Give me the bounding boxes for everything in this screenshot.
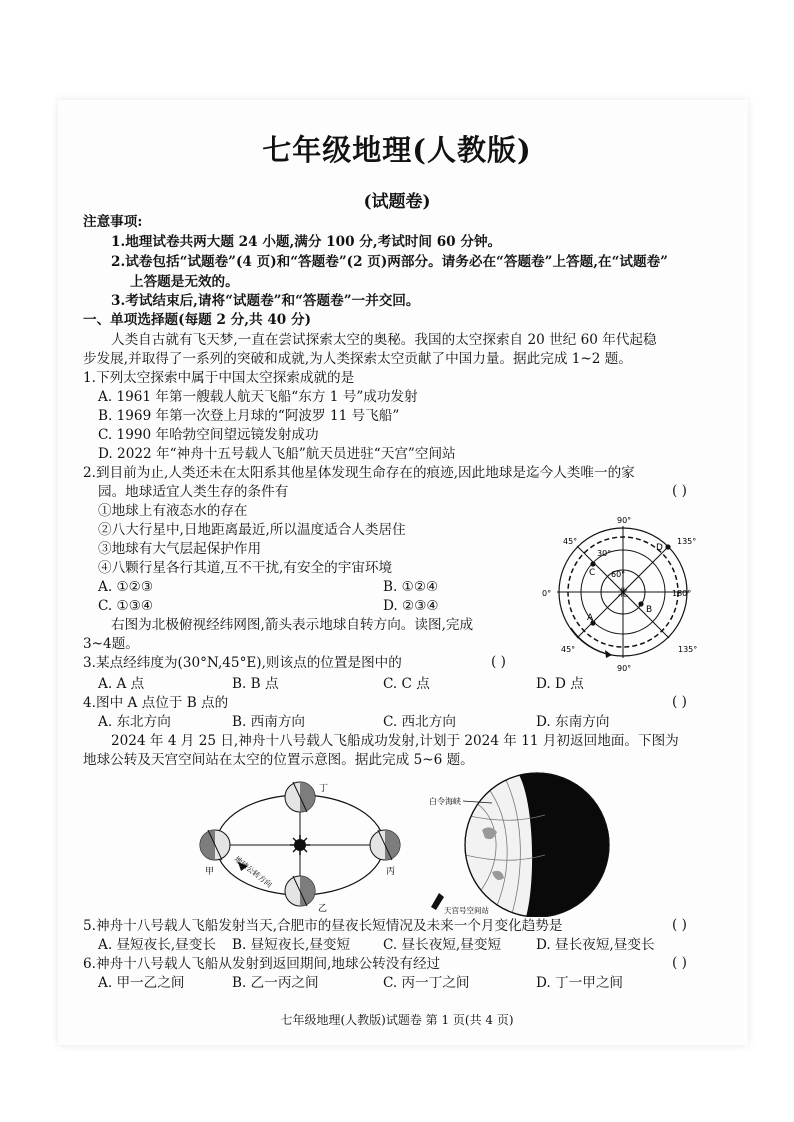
q2-statement-2: ②八大行星中,日地距离最近,所以温度适合人类居住 (98, 522, 406, 538)
label-point-b: B (646, 605, 653, 615)
label-point-a: A (587, 613, 594, 623)
point-d-marker (665, 544, 670, 549)
q2-answer-paren: ( ) (672, 483, 687, 499)
sun-icon (290, 835, 310, 855)
label-135-right: 135° (677, 537, 697, 546)
label-ding: 丁 (319, 784, 329, 794)
q4-answer-paren: ( ) (672, 694, 687, 710)
shenzhou-intro-1: 2024 年 4 月 25 日,神舟十八号载人飞船成功发射,计划于 2024 年 11 月初返回地面。下图为 (111, 733, 679, 749)
label-point-c: C (589, 568, 596, 578)
earth-orbit-figure (190, 770, 410, 915)
page-title: 七年级地理(人教版) (262, 133, 532, 167)
q5-answer-paren: ( ) (672, 917, 687, 933)
label-90-top: 90° (617, 516, 632, 525)
label-bering-strait: 白令海峡 (429, 797, 461, 806)
q1-option-a: A. 1961 年第一艘载人航天飞船“东方 1 号”成功发射 (98, 389, 418, 405)
q3-option-b: B. B 点 (232, 676, 279, 692)
q6-option-a: A. 甲一乙之间 (98, 975, 185, 991)
label-bing: 丙 (386, 867, 396, 877)
q6-option-c: C. 丙一丁之间 (383, 975, 470, 991)
q4-option-d: D. 东南方向 (536, 714, 610, 730)
q3-option-a: A. A 点 (98, 676, 145, 692)
q2-option-a: A. ①②③ (98, 579, 154, 595)
label-lat-30: 30° (597, 549, 612, 558)
notice-item-3: 3.考试结束后,请将“试题卷”和“答题卷”一并交回。 (111, 293, 420, 309)
label-180: 180° (672, 589, 692, 598)
q6-option-d: D. 丁一甲之间 (536, 975, 624, 991)
q5-option-c: C. 昼长夜短,昼变短 (383, 937, 502, 953)
q3-answer-paren: ( ) (491, 654, 506, 670)
polar-map (530, 512, 700, 676)
page-footer: 七年级地理(人教版)试题卷 第 1 页(共 4 页) (280, 1013, 514, 1027)
q2-statement-1: ①地球上有液态水的存在 (98, 503, 248, 519)
label-0: 0° (542, 589, 552, 598)
q3-option-d: D. D 点 (536, 676, 584, 692)
earth-jia-icon (200, 830, 230, 860)
label-45-left: 45° (563, 537, 578, 546)
label-45-bottom: 45° (561, 645, 576, 654)
page-subtitle: (试题卷) (363, 192, 431, 212)
q4-option-c: C. 西北方向 (383, 714, 456, 730)
q3-stem: 3.某点经纬度为(30°N,45°E),则该点的位置是图中的 (83, 655, 402, 671)
q5-option-a: A. 昼短夜长,昼变长 (98, 937, 216, 953)
space-station-icon (431, 893, 444, 910)
q2-statement-3: ③地球有大气层起保护作用 (98, 541, 262, 557)
label-jia: 甲 (205, 867, 215, 877)
q1-option-d: D. 2022 年“神舟十五号载人飞船”航天员进驻“天宫”空间站 (98, 446, 456, 462)
notice-item-1: 1.地理试卷共两大题 24 小题,满分 100 分,考试时间 60 分钟。 (111, 234, 502, 250)
intro-line-1: 人类自古就有飞天梦,一直在尝试探索太空的奥秘。我国的太空探索自 20 世纪 60 年代起稳 (111, 332, 657, 348)
label-yi: 乙 (318, 904, 328, 914)
q2-option-c: C. ①③④ (98, 598, 154, 614)
q6-option-b: B. 乙一丙之间 (232, 975, 319, 991)
label-north: 北 (618, 588, 628, 599)
q5-option-b: B. 昼短夜长,昼变短 (232, 937, 351, 953)
earth-ding-icon (285, 782, 315, 812)
label-lat-60: 60° (611, 570, 626, 579)
section-heading: 一、单项选择题(每题 2 分,共 40 分) (83, 312, 312, 328)
q2-option-b: B. ①②④ (383, 579, 439, 595)
shenzhou-intro-2: 地球公转及天宫空间站在太空的位置示意图。据此完成 5~6 题。 (83, 752, 474, 768)
intro-line-2: 步发展,并取得了一系列的突破和成就,为人类探索太空贡献了中国力量。据此完成 1~2 题。 (83, 351, 632, 367)
map-intro-line-1: 右图为北极俯视经纬网图,箭头表示地球自转方向。读图,完成 (111, 617, 474, 633)
point-c-marker (590, 561, 595, 566)
label-90-bottom: 90° (617, 664, 632, 673)
q5-stem: 5.神舟十八号载人飞船发射当天,合肥市的昼夜长短情况及未来一个月变化趋势是 (83, 918, 563, 934)
label-space-station: 天宫号空间站 (444, 906, 489, 915)
q1-option-b: B. 1969 年第一次登上月球的“阿波罗 11 号飞船” (98, 408, 400, 424)
notice-heading: 注意事项: (83, 214, 143, 230)
notice-item-2-cont: 上答题是无效的。 (130, 274, 239, 290)
q5-option-d: D. 昼长夜短,昼变长 (536, 937, 655, 953)
q1-option-c: C. 1990 年哈勃空间望远镜发射成功 (98, 427, 319, 443)
label-point-d: D (656, 543, 663, 553)
earth-bing-icon (370, 830, 400, 860)
point-b-marker (638, 601, 643, 606)
earth-yi-icon (285, 876, 315, 906)
map-intro-line-2: 3~4题。 (83, 636, 139, 652)
q2-statement-4: ④八颗行星各行其道,互不干扰,有安全的宇宙环境 (98, 560, 393, 576)
globe-figure (425, 772, 615, 917)
q4-option-a: A. 东北方向 (98, 714, 171, 730)
q6-answer-paren: ( ) (672, 955, 687, 971)
q1-stem: 1.下列太空探索中属于中国太空探索成就的是 (83, 370, 355, 386)
q2-stem-2: 园。地球适宜人类生存的条件有 (98, 484, 289, 500)
notice-item-2: 2.试卷包括“试题卷”(4 页)和“答题卷”(2 页)两部分。请务必在“答题卷”上答题,在“试题卷” (111, 254, 668, 270)
q4-stem: 4.图中 A 点位于 B 点的 (83, 695, 229, 711)
q2-stem-1: 2.到目前为止,人类还未在太阳系其他星体发现生命存在的痕迹,因此地球是迄今人类唯一的家 (83, 465, 635, 481)
q6-stem: 6.神舟十八号载人飞船从发射到返回期间,地球公转没有经过 (83, 956, 441, 972)
label-135-bottom: 135° (678, 645, 698, 654)
q3-option-c: C. C 点 (383, 676, 430, 692)
q2-option-d: D. ②③④ (383, 598, 439, 614)
label-orbit-direction: 地球公转方向 (232, 854, 274, 890)
q4-option-b: B. 西南方向 (232, 714, 306, 730)
